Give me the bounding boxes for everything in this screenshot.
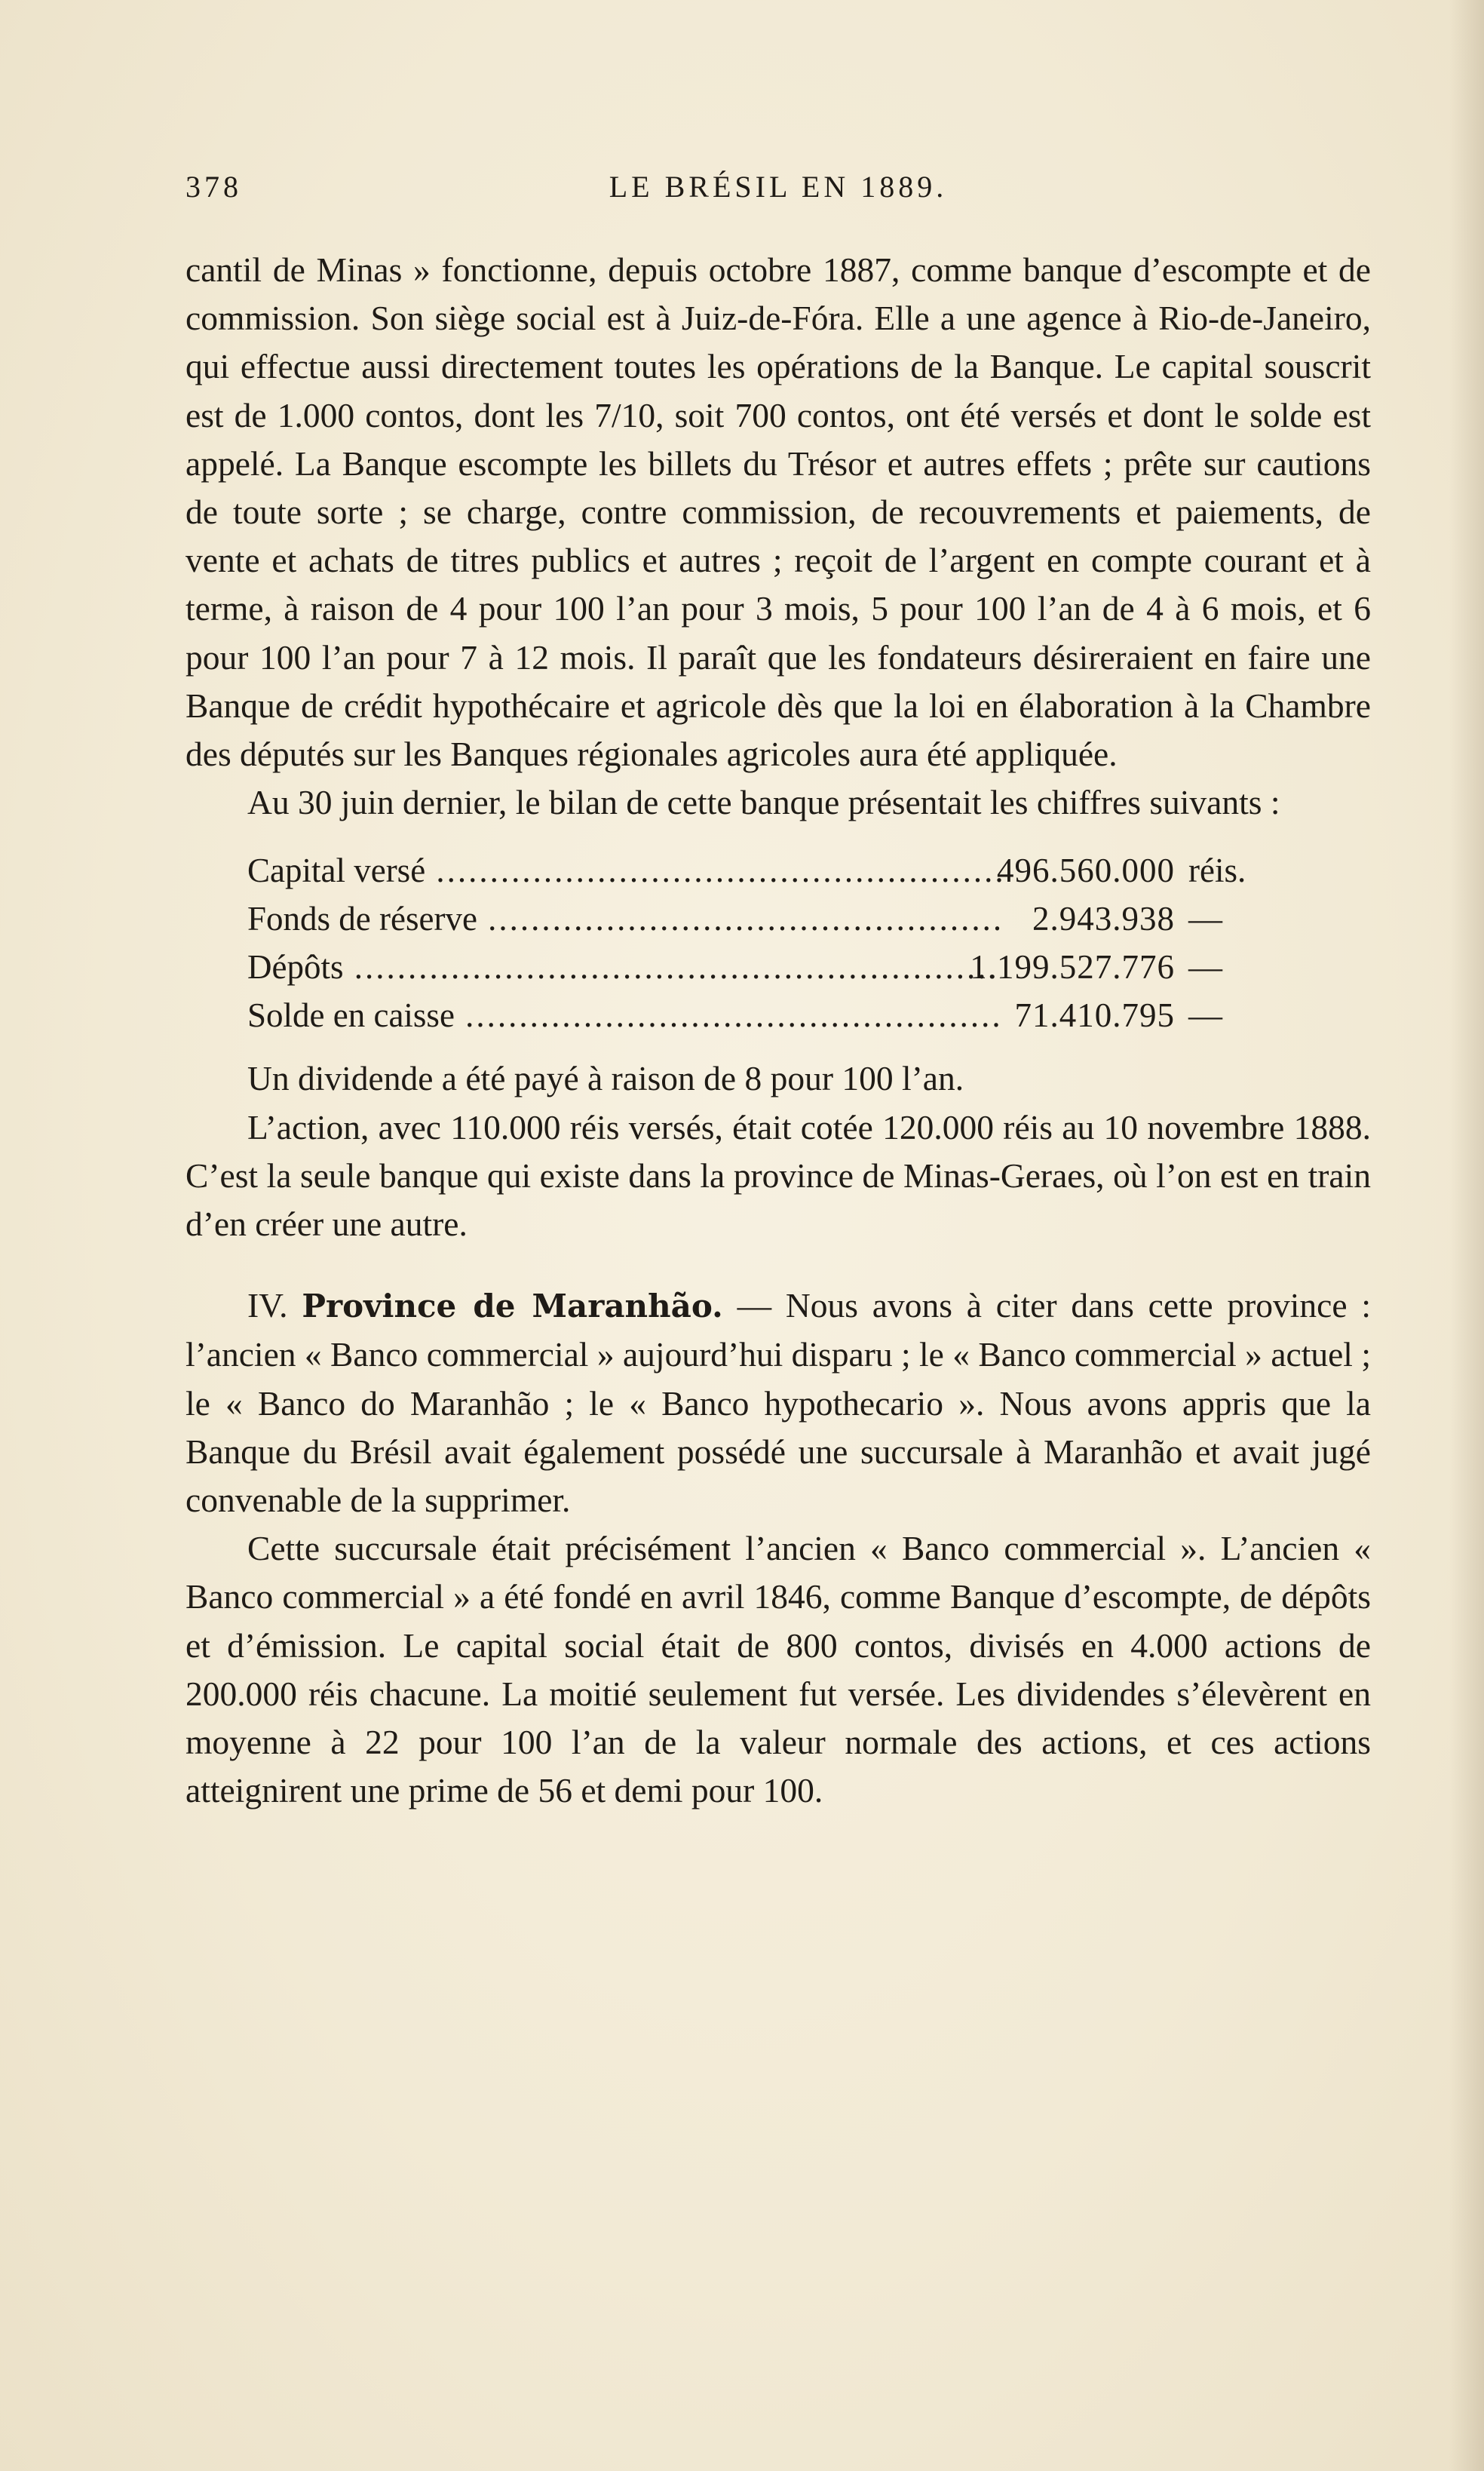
paragraph-share-price: L’action, avec 110.000 réis versés, était cotée 120.000 réis au 10 novembre 1888. C’est la seule banque qui existe dans la province de Minas-Geraes, où l’on est en train d’en créer une autre. bbox=[186, 1107, 1371, 1244]
running-header bbox=[186, 169, 1371, 214]
section-text: — Nous avons à citer dans cette province : l’ancien « Banco commercial » aujourd’hui disparu ; le « Banco commercial » actuel ; le « Banco do Maranhão ; le « Banco hypothecario ». Nous avons appris que la Banque du Brésil avait également possédé une succursale à Maranhão et avait jugé convenable de la supprimer. bbox=[186, 1286, 1371, 1520]
body-text bbox=[186, 246, 1371, 1815]
section-iv-paragraph bbox=[186, 1282, 1371, 1524]
paragraph-balance-intro: Au 30 juin dernier, le bilan de cette banque présentait les chiffres suivants : bbox=[247, 783, 1280, 822]
row-unit: réis. bbox=[1188, 852, 1246, 890]
paragraph-banco-commercial: Cette succursale était précisément l’ancien « Banco commercial ». L’ancien « Banco commercial » a été fondé en avril 1846, comme Banque d’escompte, de dépôts et d’émission. Le capital social était de 800 contos, divisés en 4.000 actions de 200.000 réis chacune. La moitié seulement fut versée. Les dividendes s’élevèrent en moyenne à 22 pour 100 l’an de la valeur normale des actions, et ces actions atteignirent une prime de 56 et demi pour 100. bbox=[186, 1529, 1371, 1810]
page-edge-shadow bbox=[1449, 0, 1484, 2471]
row-unit: — bbox=[1188, 900, 1222, 938]
row-value: 2.943.938 bbox=[1032, 900, 1175, 938]
running-title: LE BRÉSIL EN 1889. bbox=[609, 170, 948, 204]
row-label: Dépôts ..... bbox=[247, 943, 1001, 991]
row-value: 496.560.000 bbox=[997, 852, 1175, 890]
paragraph-dividend: Un dividende a été payé à raison de 8 pour 100 l’an. bbox=[247, 1059, 964, 1098]
row-unit: — bbox=[1188, 948, 1222, 987]
row-label: Solde en caisse ..... bbox=[247, 991, 1001, 1039]
page-number: 378 bbox=[186, 170, 242, 204]
paragraph-minas-bank: cantil de Minas » fonctionne, depuis octobre 1887, comme banque d’escompte et de commission. Son siège social est à Juiz-de-Fóra. Elle a une agence à Rio-de-Janeiro, qui effectue aussi directement toutes les opérations de la Banque. Le capital souscrit est de 1.000 contos, dont les 7/10, soit 700 contos, ont été versés et dont le solde est appelé. La Banque escompte les billets du Trésor et autres effets ; prête sur cautions de toute sorte ; se charge, contre commission, de recouvrements et paiements, de vente et achats de titres publics et autres ; reçoit de l’argent en compte courant et à terme, à raison de 4 pour 100 l’an pour 3 mois, 5 pour 100 l’an de 4 à 6 mois, et 6 pour 100 l’an pour 7 à 12 mois. Il paraît que les fondateurs désireraient en faire une Banque de crédit hypothécaire et agricole dès que la loi en élaboration à la Chambre des députés sur les Banques régionales agricoles aura été appliquée. bbox=[186, 250, 1371, 774]
row-label: Capital versé ..... bbox=[247, 846, 1001, 895]
section-title: Province de Maranhão. bbox=[302, 1288, 723, 1325]
row-unit: — bbox=[1188, 996, 1222, 1035]
table-row bbox=[247, 895, 1311, 943]
row-value: 1.199.527.776 bbox=[970, 948, 1175, 987]
balance-sheet-table bbox=[247, 846, 1311, 1039]
table-row bbox=[247, 991, 1311, 1039]
row-label: Fonds de réserve ..... bbox=[247, 895, 1001, 943]
table-row bbox=[247, 846, 1311, 895]
row-value: 71.410.795 bbox=[1014, 996, 1175, 1035]
section-spacer bbox=[186, 1248, 1371, 1282]
section-number: IV. bbox=[247, 1286, 288, 1325]
table-row bbox=[247, 943, 1311, 991]
